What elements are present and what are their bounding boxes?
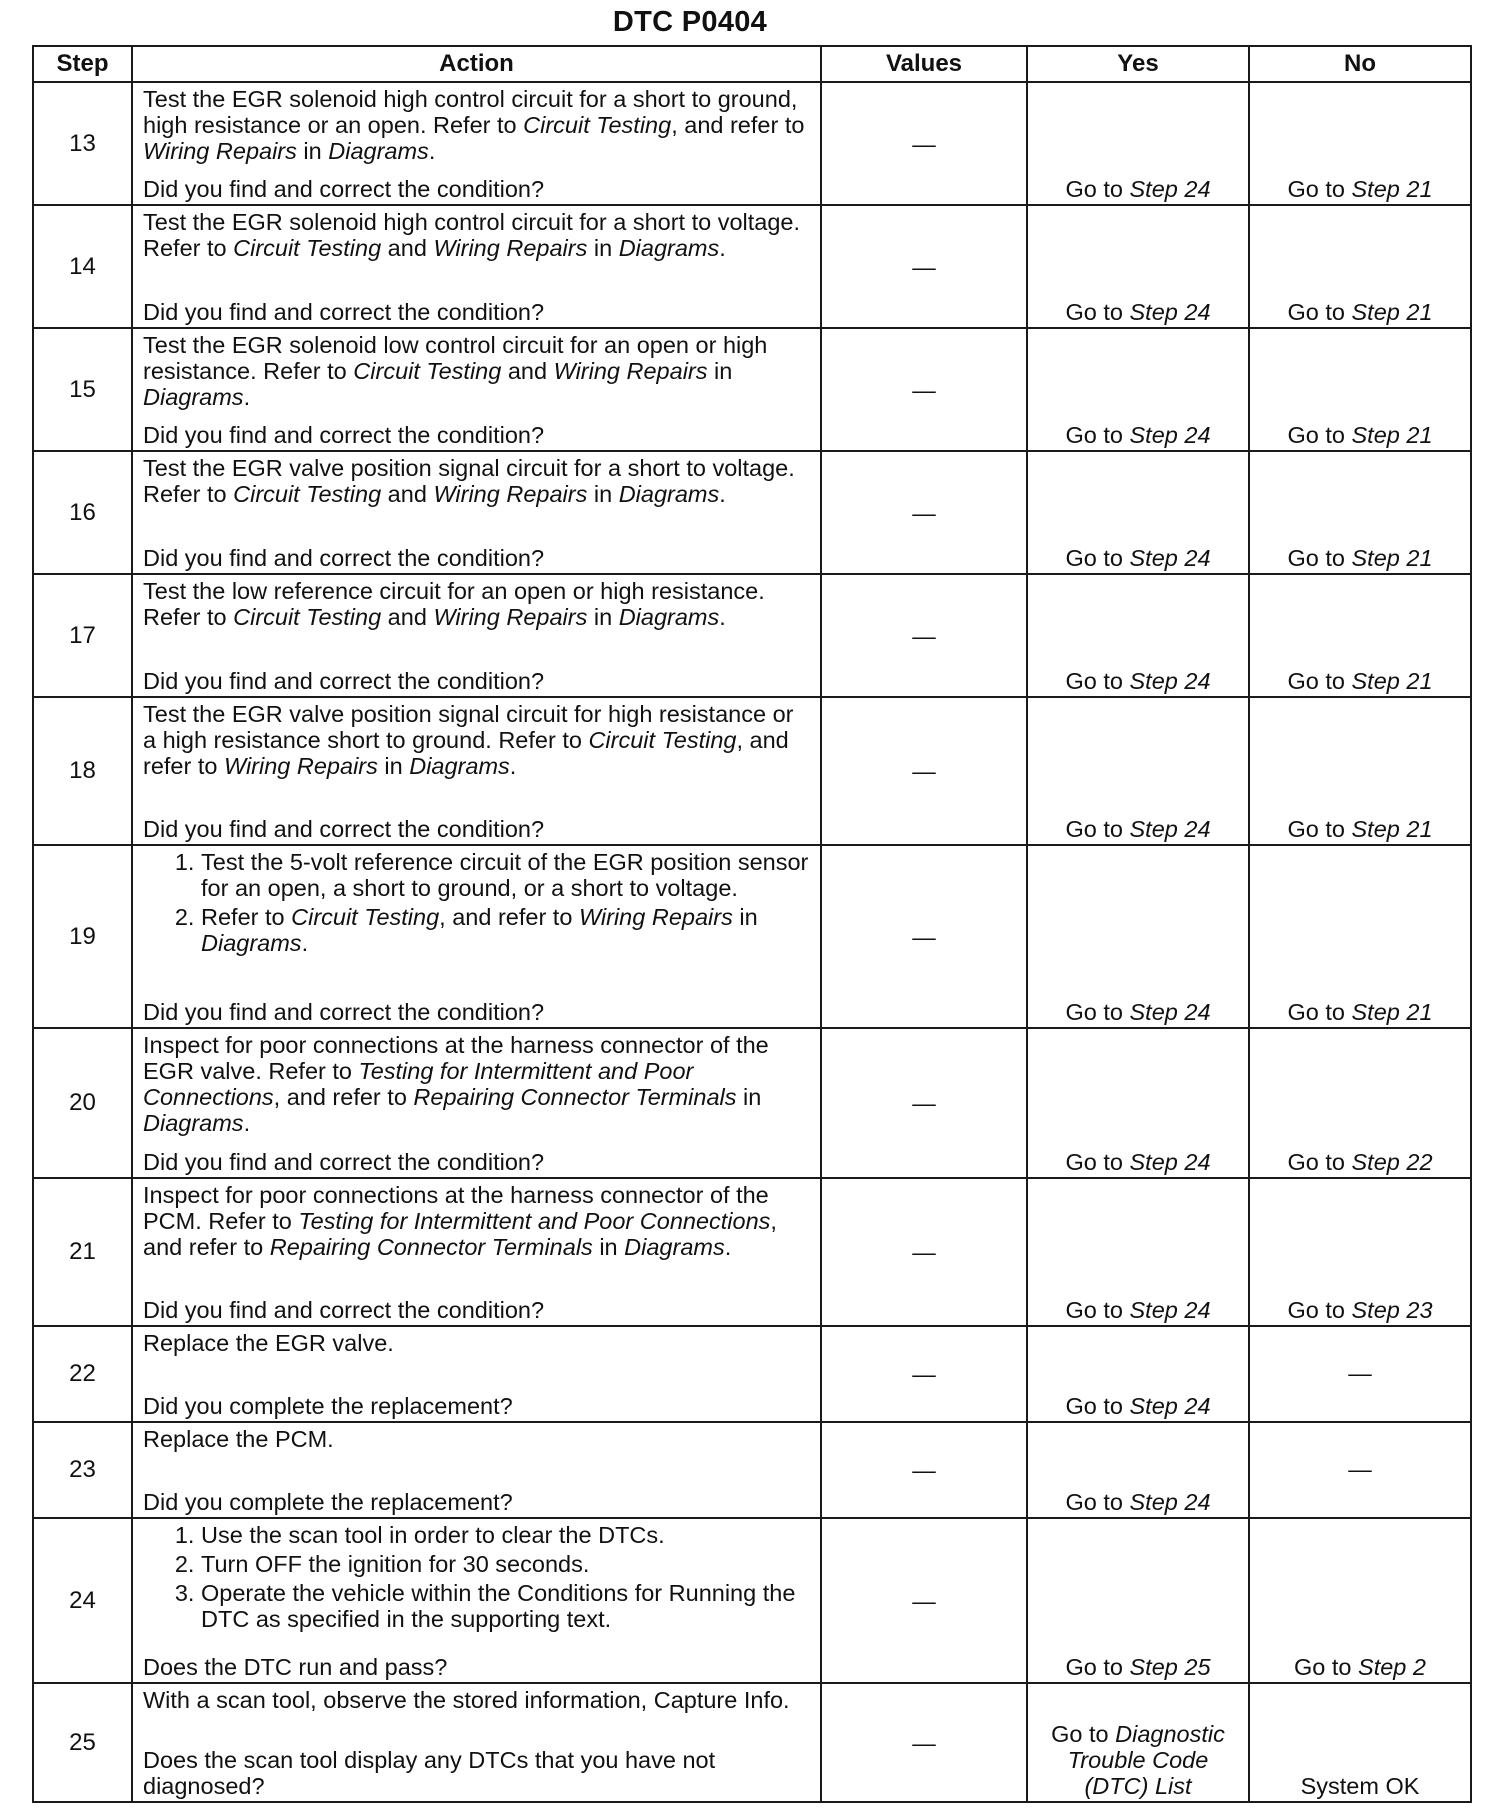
reference-text: Step 24 bbox=[1129, 1489, 1211, 1515]
text-run: Test the EGR solenoid high control circuit for a short to voltage. Refer to bbox=[143, 209, 801, 261]
step-number: 18 bbox=[33, 697, 132, 845]
text-run: Replace the EGR valve. bbox=[143, 1330, 394, 1356]
action-list-item bbox=[201, 1580, 810, 1632]
step-number: 24 bbox=[33, 1518, 132, 1683]
text-run: Go to bbox=[1287, 1149, 1352, 1175]
reference-text: Step 22 bbox=[1351, 1149, 1433, 1175]
values-cell: — bbox=[821, 451, 1027, 574]
action-list-item bbox=[201, 904, 810, 956]
header-yes: Yes bbox=[1027, 46, 1249, 82]
text-run: Test the EGR solenoid low control circuit for an open or high resistance. Refer to bbox=[143, 332, 768, 384]
text-run: Go to bbox=[1287, 422, 1352, 448]
step-number: 20 bbox=[33, 1028, 132, 1178]
text-run: , and refer to bbox=[439, 904, 579, 930]
step-number: 17 bbox=[33, 574, 132, 697]
text-run: . bbox=[243, 1110, 251, 1136]
text-run: Test the EGR valve position signal circuit for high resistance or a high resistance short to ground. Refer to bbox=[143, 701, 794, 753]
action-question: Did you find and correct the condition? bbox=[143, 1149, 545, 1175]
reference-text: Diagrams bbox=[143, 1110, 244, 1136]
text-run: in bbox=[587, 604, 619, 630]
header-action: Action bbox=[132, 46, 821, 82]
text-run: and bbox=[501, 358, 554, 384]
text-run: Go to bbox=[1287, 999, 1352, 1025]
reference-text: Circuit Testing bbox=[353, 358, 502, 384]
action-content bbox=[143, 578, 810, 694]
step-number: 21 bbox=[33, 1178, 132, 1326]
yes-cell bbox=[1027, 845, 1249, 1028]
text-run: System OK bbox=[1300, 1773, 1420, 1799]
table-header-row bbox=[33, 46, 1471, 82]
yes-cell bbox=[1027, 697, 1249, 845]
text-run: and bbox=[381, 235, 434, 261]
values-cell: — bbox=[821, 697, 1027, 845]
text-run: Go to bbox=[1287, 545, 1352, 571]
reference-text: Wiring Repairs bbox=[578, 904, 733, 930]
header-no: No bbox=[1249, 46, 1471, 82]
yes-cell bbox=[1027, 82, 1249, 205]
reference-text: Step 21 bbox=[1351, 545, 1433, 571]
reference-text: Step 21 bbox=[1351, 422, 1433, 448]
step-number: 19 bbox=[33, 845, 132, 1028]
action-question: Did you find and correct the condition? bbox=[143, 176, 545, 202]
step-number: 15 bbox=[33, 328, 132, 451]
text-run: Inspect for poor connections at the harness connector of the EGR valve. Refer to bbox=[143, 1032, 769, 1084]
table-row bbox=[33, 328, 1471, 451]
text-run: . bbox=[301, 930, 309, 956]
text-run: Go to bbox=[1287, 299, 1352, 325]
action-question: Did you find and correct the condition? bbox=[143, 999, 545, 1025]
reference-text: Wiring Repairs bbox=[553, 358, 708, 384]
action-content bbox=[143, 1522, 810, 1680]
text-run: . bbox=[243, 384, 251, 410]
text-run: Go to bbox=[1065, 299, 1130, 325]
action-content bbox=[143, 1032, 810, 1175]
action-step-list bbox=[143, 1522, 810, 1632]
action-cell bbox=[132, 82, 821, 205]
text-run: and bbox=[381, 604, 434, 630]
text-run: With a scan tool, observe the stored information, Capture Info. bbox=[143, 1687, 790, 1713]
reference-text: Step 21 bbox=[1351, 299, 1433, 325]
values-cell: — bbox=[821, 1422, 1027, 1518]
reference-text: Step 24 bbox=[1129, 999, 1211, 1025]
yes-cell bbox=[1027, 1422, 1249, 1518]
reference-text: Step 2 bbox=[1358, 1654, 1426, 1680]
reference-text: Circuit Testing bbox=[233, 481, 382, 507]
yes-cell bbox=[1027, 574, 1249, 697]
reference-text: Step 25 bbox=[1129, 1654, 1211, 1680]
text-run: Go to bbox=[1065, 999, 1130, 1025]
text-run: , and refer to bbox=[143, 1208, 777, 1260]
action-question: Did you find and correct the condition? bbox=[143, 816, 545, 842]
yes-cell bbox=[1027, 451, 1249, 574]
reference-text: Circuit Testing bbox=[233, 235, 382, 261]
reference-text: Step 24 bbox=[1129, 176, 1211, 202]
reference-text: Wiring Repairs bbox=[433, 235, 588, 261]
reference-text: Circuit Testing bbox=[233, 604, 382, 630]
action-cell bbox=[132, 1178, 821, 1326]
action-instruction bbox=[143, 578, 810, 630]
reference-text: Step 21 bbox=[1351, 999, 1433, 1025]
reference-text: Step 24 bbox=[1129, 422, 1211, 448]
no-cell bbox=[1249, 1178, 1471, 1326]
text-run: Go to bbox=[1065, 545, 1130, 571]
action-cell bbox=[132, 451, 821, 574]
yes-cell bbox=[1027, 1518, 1249, 1683]
yes-cell bbox=[1027, 205, 1249, 328]
text-run: in bbox=[296, 138, 329, 164]
text-run: in bbox=[592, 1234, 625, 1260]
action-question: Did you find and correct the condition? bbox=[143, 668, 545, 694]
action-instruction bbox=[143, 209, 810, 261]
action-content bbox=[143, 701, 810, 842]
no-cell bbox=[1249, 1028, 1471, 1178]
action-question: Did you find and correct the condition? bbox=[143, 422, 545, 448]
reference-text: Wiring Repairs bbox=[433, 604, 588, 630]
text-run: in bbox=[707, 358, 733, 384]
action-question: Did you complete the replacement? bbox=[143, 1489, 513, 1515]
action-cell bbox=[132, 845, 821, 1028]
reference-text: Step 24 bbox=[1129, 1149, 1211, 1175]
action-instruction bbox=[143, 332, 810, 410]
action-instruction bbox=[143, 1687, 810, 1713]
text-run: Go to bbox=[1065, 176, 1130, 202]
action-content bbox=[143, 1330, 810, 1419]
text-run: Go to bbox=[1294, 1654, 1359, 1680]
action-question: Does the scan tool display any DTCs that you have not diagnosed? bbox=[143, 1747, 716, 1799]
table-row bbox=[33, 697, 1471, 845]
reference-text: Repairing Connector Terminals bbox=[269, 1234, 593, 1260]
text-run: . bbox=[719, 604, 726, 630]
reference-text: Diagrams bbox=[201, 930, 302, 956]
text-run: Go to bbox=[1287, 1297, 1352, 1323]
reference-text: Step 24 bbox=[1129, 668, 1211, 694]
reference-text: Diagrams bbox=[618, 604, 720, 630]
text-run: in bbox=[587, 235, 619, 261]
step-number: 25 bbox=[33, 1683, 132, 1802]
step-number: 16 bbox=[33, 451, 132, 574]
table-row bbox=[33, 1326, 1471, 1422]
no-cell bbox=[1249, 205, 1471, 328]
action-instruction bbox=[143, 1426, 810, 1452]
values-cell: — bbox=[821, 328, 1027, 451]
text-run: . bbox=[724, 1234, 732, 1260]
action-cell bbox=[132, 697, 821, 845]
action-cell bbox=[132, 574, 821, 697]
values-cell: — bbox=[821, 1028, 1027, 1178]
text-run: in bbox=[377, 753, 410, 779]
step-number: 22 bbox=[33, 1326, 132, 1422]
text-run: . bbox=[719, 235, 726, 261]
action-list-item bbox=[201, 1522, 810, 1548]
values-cell: — bbox=[821, 845, 1027, 1028]
table-row bbox=[33, 1178, 1471, 1326]
action-question: Does the DTC run and pass? bbox=[143, 1654, 448, 1680]
text-run: Test the EGR solenoid high control circuit for a short to ground, high resistance or an open. Refer to bbox=[143, 86, 798, 138]
reference-text: Circuit Testing bbox=[523, 112, 672, 138]
action-cell bbox=[132, 205, 821, 328]
text-run: . bbox=[428, 138, 436, 164]
step-number: 14 bbox=[33, 205, 132, 328]
action-instruction bbox=[143, 1182, 810, 1260]
action-cell bbox=[132, 1683, 821, 1802]
text-run: , and refer to bbox=[671, 112, 805, 138]
text-run: Go to bbox=[1065, 1489, 1130, 1515]
yes-cell bbox=[1027, 1683, 1249, 1802]
reference-text: Step 21 bbox=[1351, 668, 1433, 694]
reference-text: Diagrams bbox=[409, 753, 510, 779]
values-cell: — bbox=[821, 82, 1027, 205]
values-cell: — bbox=[821, 574, 1027, 697]
action-cell bbox=[132, 328, 821, 451]
no-cell bbox=[1249, 845, 1471, 1028]
no-cell bbox=[1249, 574, 1471, 697]
values-cell: — bbox=[821, 205, 1027, 328]
dtc-table bbox=[32, 45, 1472, 1803]
action-content bbox=[143, 86, 810, 202]
action-content bbox=[143, 209, 810, 325]
action-cell bbox=[132, 1422, 821, 1518]
table-row bbox=[33, 1028, 1471, 1178]
action-question: Did you find and correct the condition? bbox=[143, 299, 545, 325]
text-run: Go to bbox=[1065, 1149, 1130, 1175]
action-instruction bbox=[143, 1032, 810, 1136]
action-instruction bbox=[143, 1330, 810, 1356]
reference-text: Circuit Testing bbox=[291, 904, 440, 930]
reference-text: Repairing Connector Terminals bbox=[413, 1084, 737, 1110]
text-run: in bbox=[736, 1084, 762, 1110]
text-run: Inspect for poor connections at the harness connector of the PCM. Refer to bbox=[143, 1182, 769, 1234]
yes-cell bbox=[1027, 1028, 1249, 1178]
no-cell bbox=[1249, 1518, 1471, 1683]
action-content bbox=[143, 849, 810, 1025]
no-cell bbox=[1249, 328, 1471, 451]
text-run: Go to bbox=[1065, 1393, 1130, 1419]
reference-text: Step 24 bbox=[1129, 816, 1211, 842]
action-content bbox=[143, 1426, 810, 1515]
action-content bbox=[143, 1687, 810, 1799]
values-cell: — bbox=[821, 1518, 1027, 1683]
text-run: Test the EGR valve position signal circuit for a short to voltage. Refer to bbox=[143, 455, 795, 507]
reference-text: Step 21 bbox=[1351, 816, 1433, 842]
no-cell: — bbox=[1249, 1422, 1471, 1518]
action-content bbox=[143, 455, 810, 571]
values-cell: — bbox=[821, 1178, 1027, 1326]
reference-text: Wiring Repairs bbox=[223, 753, 378, 779]
text-run: Test the low reference circuit for an open or high resistance. Refer to bbox=[143, 578, 765, 630]
reference-text: Step 24 bbox=[1129, 1297, 1211, 1323]
text-run: Go to bbox=[1065, 1654, 1130, 1680]
text-run: Test the 5-volt reference circuit of the EGR position sensor for an open, a short to ground, or a short to voltage. bbox=[201, 849, 809, 901]
text-run: Turn OFF the ignition for 30 seconds. bbox=[201, 1551, 590, 1577]
text-run: Go to bbox=[1065, 816, 1130, 842]
document-title: DTC P0404 bbox=[612, 6, 768, 38]
no-cell bbox=[1249, 1683, 1471, 1802]
reference-text: Step 24 bbox=[1129, 545, 1211, 571]
text-run: Go to bbox=[1287, 176, 1352, 202]
reference-text: Diagrams bbox=[618, 481, 720, 507]
reference-text: Circuit Testing bbox=[588, 727, 737, 753]
table-row bbox=[33, 574, 1471, 697]
reference-text: Step 21 bbox=[1351, 176, 1433, 202]
yes-cell bbox=[1027, 328, 1249, 451]
text-run: Refer to bbox=[201, 904, 292, 930]
no-cell bbox=[1249, 451, 1471, 574]
reference-text: Step 24 bbox=[1129, 299, 1211, 325]
reference-text: Wiring Repairs bbox=[143, 138, 297, 164]
step-number: 13 bbox=[33, 82, 132, 205]
action-list-item bbox=[201, 1551, 810, 1577]
action-cell bbox=[132, 1028, 821, 1178]
text-run: , and refer to bbox=[273, 1084, 414, 1110]
text-run: Go to bbox=[1287, 668, 1352, 694]
text-run: Go to bbox=[1051, 1721, 1116, 1747]
action-question: Did you find and correct the condition? bbox=[143, 1297, 545, 1323]
no-cell: — bbox=[1249, 1326, 1471, 1422]
action-cell bbox=[132, 1518, 821, 1683]
reference-text: Diagnostic Trouble Code (DTC) List bbox=[1067, 1721, 1225, 1799]
action-content bbox=[143, 332, 810, 448]
action-question: Did you complete the replacement? bbox=[143, 1393, 513, 1419]
text-run: Go to bbox=[1287, 816, 1352, 842]
text-run: Go to bbox=[1065, 1297, 1130, 1323]
yes-cell bbox=[1027, 1326, 1249, 1422]
table-row bbox=[33, 1422, 1471, 1518]
reference-text: Step 23 bbox=[1351, 1297, 1433, 1323]
yes-cell bbox=[1027, 1178, 1249, 1326]
table-row bbox=[33, 1683, 1471, 1802]
header-step: Step bbox=[33, 46, 132, 82]
text-run: in bbox=[732, 904, 758, 930]
table-row bbox=[33, 451, 1471, 574]
action-instruction bbox=[143, 455, 810, 507]
reference-text: Testing for Intermittent and Poor Connections bbox=[143, 1058, 694, 1110]
text-run: and bbox=[381, 481, 434, 507]
values-cell: — bbox=[821, 1326, 1027, 1422]
header-values: Values bbox=[821, 46, 1027, 82]
text-run: Replace the PCM. bbox=[143, 1426, 334, 1452]
reference-text: Diagrams bbox=[624, 1234, 725, 1260]
text-run: in bbox=[587, 481, 619, 507]
text-run: Use the scan tool in order to clear the DTCs. bbox=[201, 1522, 665, 1548]
no-cell bbox=[1249, 697, 1471, 845]
reference-text: Diagrams bbox=[143, 384, 244, 410]
table-row bbox=[33, 1518, 1471, 1683]
text-run: Operate the vehicle within the Conditions for Running the DTC as specified in the supporting text. bbox=[201, 1580, 796, 1632]
text-run: Go to bbox=[1065, 422, 1130, 448]
reference-text: Diagrams bbox=[618, 235, 720, 261]
action-instruction bbox=[143, 86, 810, 164]
text-run: . bbox=[719, 481, 726, 507]
action-content bbox=[143, 1182, 810, 1323]
action-question: Did you find and correct the condition? bbox=[143, 545, 545, 571]
table-row bbox=[33, 82, 1471, 205]
table-row bbox=[33, 845, 1471, 1028]
action-cell bbox=[132, 1326, 821, 1422]
text-run: , and refer to bbox=[143, 727, 789, 779]
step-number: 23 bbox=[33, 1422, 132, 1518]
reference-text: Wiring Repairs bbox=[433, 481, 588, 507]
table-row bbox=[33, 205, 1471, 328]
reference-text: Step 24 bbox=[1129, 1393, 1211, 1419]
no-cell bbox=[1249, 82, 1471, 205]
text-run: Go to bbox=[1065, 668, 1130, 694]
action-list-item bbox=[201, 849, 810, 901]
reference-text: Testing for Intermittent and Poor Connections bbox=[298, 1208, 771, 1234]
action-step-list bbox=[143, 849, 810, 956]
text-run: . bbox=[509, 753, 517, 779]
values-cell: — bbox=[821, 1683, 1027, 1802]
action-instruction bbox=[143, 701, 810, 779]
reference-text: Diagrams bbox=[328, 138, 429, 164]
